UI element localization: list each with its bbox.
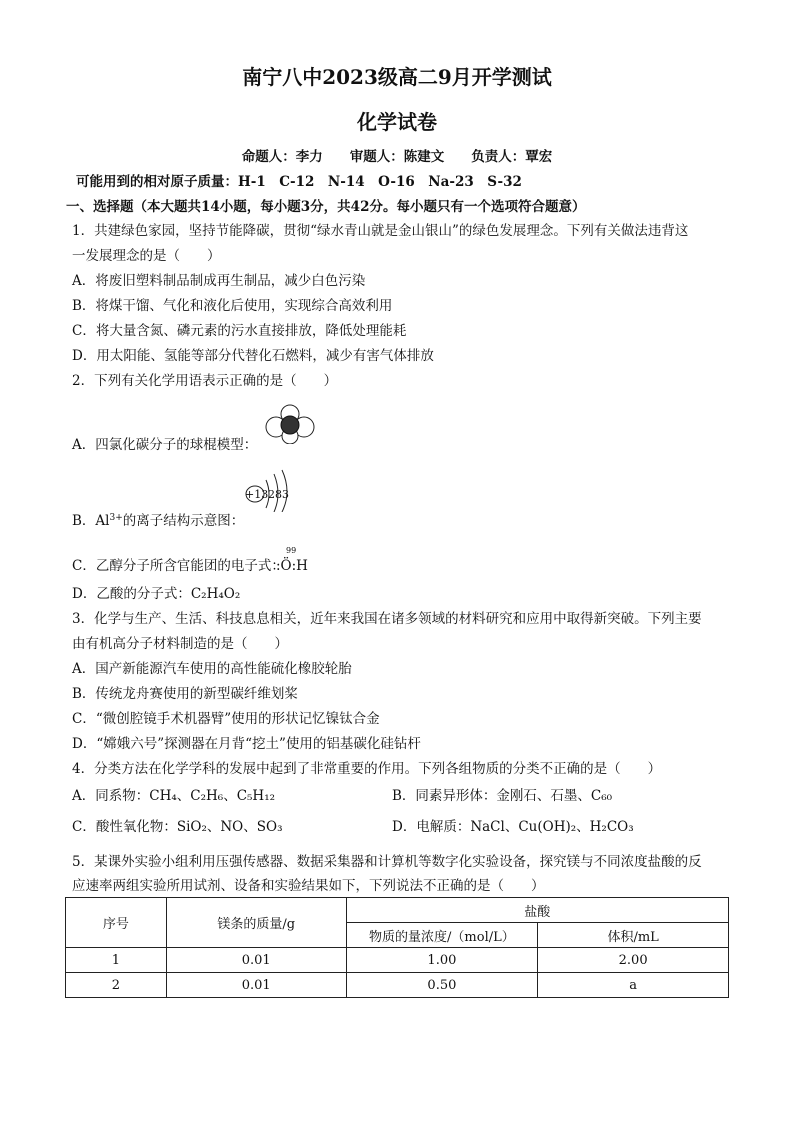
cell-concentration: 1.00 bbox=[346, 948, 538, 973]
q5-stem-line2: 应速率两组实验所用试剂、设备和实验结果如下，下列说法不正确的是（ ） bbox=[72, 878, 545, 894]
q1-stem-line1: 1．共建绿色家园，坚持节能降碳，贯彻“绿水青山就是金山银山”的绿色发展理念。下列有关做法违背这 bbox=[72, 223, 689, 239]
q2-option-d: D．乙酸的分子式：C₂H₄O₂ bbox=[72, 586, 241, 602]
header-concentration: 物质的量浓度/（mol/L） bbox=[346, 923, 538, 948]
cell-mass: 0.01 bbox=[166, 973, 346, 998]
header-volume: 体积/mL bbox=[538, 923, 729, 948]
exam-subtitle: 化学试卷 bbox=[357, 110, 437, 134]
q3-option-a: A．国产新能源汽车使用的高性能硫化橡胶轮胎 bbox=[72, 661, 352, 677]
q1-option-d: D．用太阳能、氢能等部分代替化石燃料，减少有害气体排放 bbox=[72, 348, 434, 364]
atomic-masses: 可能用到的相对原子质量：H-1 C-12 N-14 O-16 Na-23 S-32 bbox=[76, 174, 522, 190]
q3-option-d: D．“嫦娥六号”探测器在月背“挖土”使用的铝基碳化硅钻杆 bbox=[72, 736, 421, 752]
cell-concentration: 0.50 bbox=[346, 973, 538, 998]
cell-index: 2 bbox=[66, 973, 167, 998]
experiment-table bbox=[65, 897, 729, 998]
q3-stem-line1: 3．化学与生产、生活、科技息息相关，近年来我国在诸多领域的材料研究和应用中取得新突破。下列主要 bbox=[72, 611, 702, 627]
cell-volume: 2.00 bbox=[538, 948, 729, 973]
q1-option-b: B．将煤干馏、气化和液化后使用，实现综合高效利用 bbox=[72, 298, 393, 314]
q4-stem: 4．分类方法在化学学科的发展中起到了非常重要的作用。下列各组物质的分类不正确的是（ ） bbox=[72, 761, 662, 777]
q1-option-c: C．将大量含氮、磷元素的污水直接排放，降低处理能耗 bbox=[72, 323, 407, 339]
table-row bbox=[66, 973, 729, 998]
ion-shell-electrons: 283 bbox=[268, 488, 289, 501]
authors-line: 命题人：李力 审题人：陈建文 负责人：覃宏 bbox=[241, 149, 553, 165]
q3-stem-line2: 由有机高分子材料制造的是（ ） bbox=[72, 636, 288, 652]
q3-option-c: C．“微创腔镜手术机器臂”使用的形状记忆镍钛合金 bbox=[72, 711, 380, 727]
header-index: 序号 bbox=[66, 898, 167, 948]
electron-dots-top: 99 bbox=[286, 546, 297, 555]
q2-b-charge: 3+ bbox=[109, 513, 123, 523]
q2-stem: 2．下列有关化学用语表示正确的是（ ） bbox=[72, 373, 338, 389]
cell-volume: a bbox=[538, 973, 729, 998]
q2-option-b bbox=[72, 512, 244, 530]
q5-stem-line1: 5．某课外实验小组利用压强传感器、数据采集器和计算机等数字化实验设备，探究镁与不同浓度盐酸的反 bbox=[72, 854, 702, 870]
table-row bbox=[66, 948, 729, 973]
header-acid: 盐酸 bbox=[346, 898, 728, 923]
q2-b-suffix: 的离子结构示意图： bbox=[122, 513, 245, 529]
section-heading: 一、选择题（本大题共14小题，每小题3分，共42分。每小题只有一个选项符合题意） bbox=[66, 199, 586, 215]
q4-option-c: C．酸性氧化物：SiO₂、NO、SO₃ bbox=[72, 819, 283, 835]
cell-index: 1 bbox=[66, 948, 167, 973]
q1-stem-line2: 一发展理念的是（ ） bbox=[72, 248, 221, 264]
header-mass: 镁条的质量/g bbox=[166, 898, 346, 948]
exam-title: 南宁八中2023级高二9月开学测试 bbox=[242, 65, 552, 89]
q2-option-a: A．四氯化碳分子的球棍模型： bbox=[72, 437, 258, 453]
ion-nucleus-label: +13 bbox=[245, 488, 269, 501]
q2-option-c: C．乙醇分子所含官能团的电子式： bbox=[72, 558, 285, 574]
cell-mass: 0.01 bbox=[166, 948, 346, 973]
q1-option-a: A．将废旧塑料制品制成再生制品，减少白色污染 bbox=[72, 273, 366, 289]
q3-option-b: B．传统龙舟赛使用的新型碳纤维划桨 bbox=[72, 686, 298, 702]
electron-formula: :Ö:H bbox=[276, 558, 308, 574]
q4-option-d: D．电解质：NaCl、Cu(OH)₂、H₂CO₃ bbox=[392, 819, 634, 835]
q4-option-b: B．同素异形体：金刚石、石墨、C₆₀ bbox=[392, 788, 613, 804]
q4-option-a: A．同系物：CH₄、C₂H₆、C₅H₁₂ bbox=[72, 788, 276, 804]
ball-stick-model-image bbox=[264, 400, 316, 444]
q2-b-prefix: B．Al bbox=[72, 513, 110, 529]
